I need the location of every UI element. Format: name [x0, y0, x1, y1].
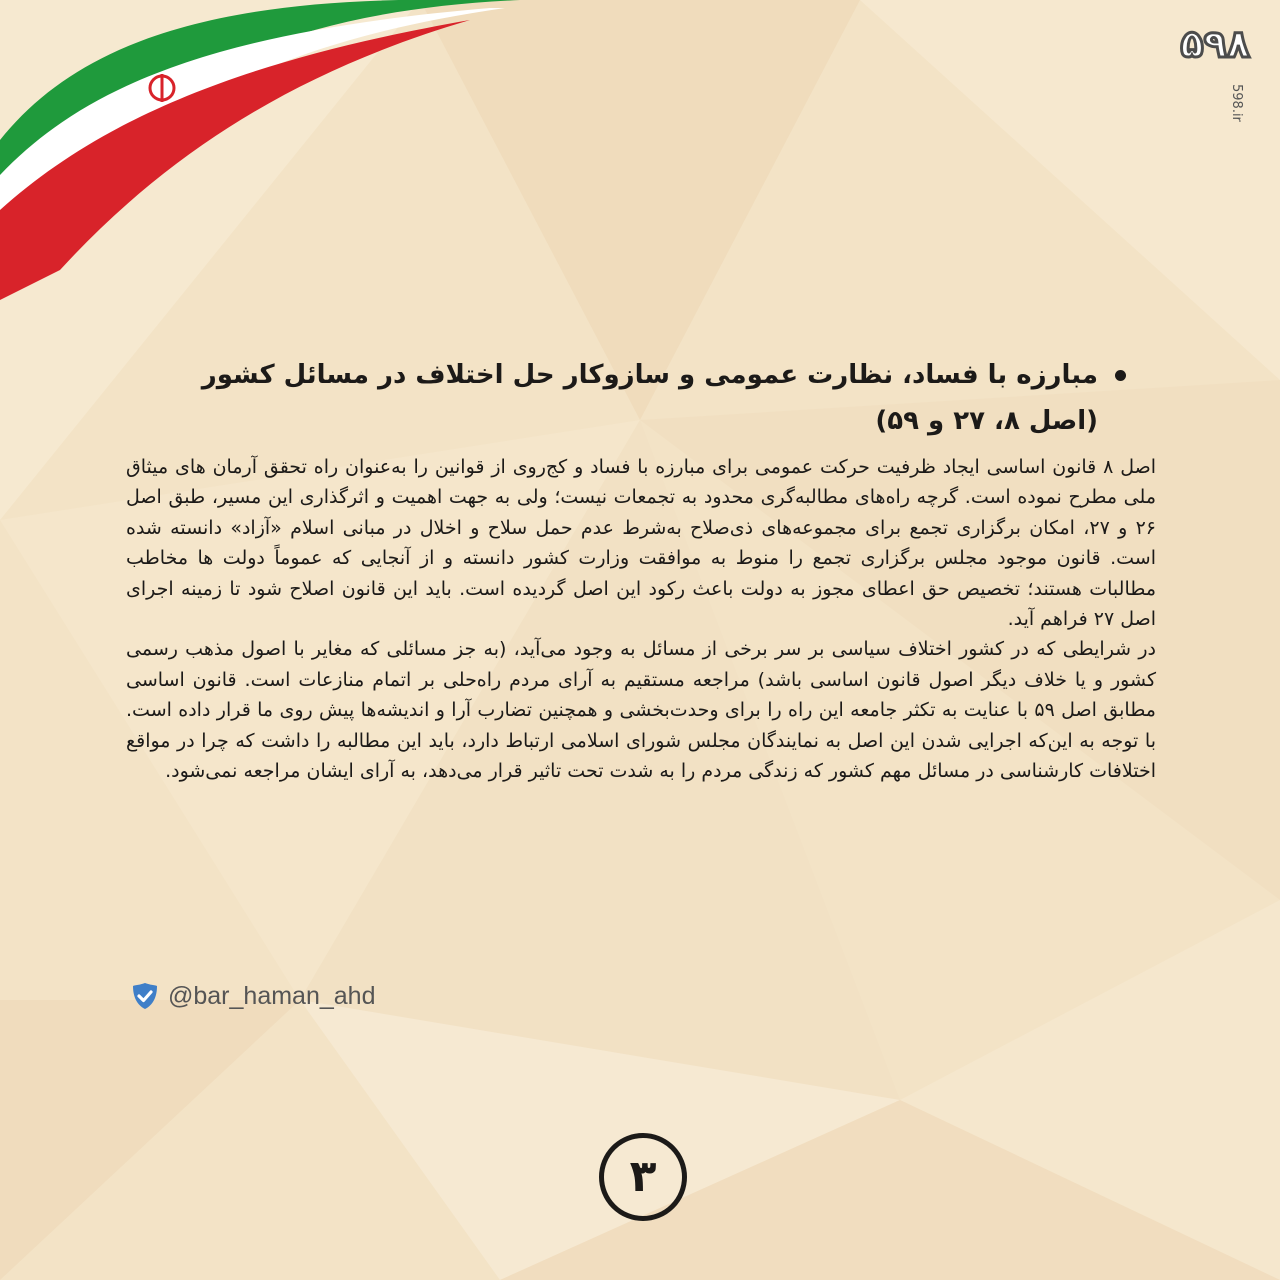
- section-heading: [126, 352, 1156, 444]
- article-content: [126, 352, 1156, 786]
- social-handle: [130, 978, 375, 1014]
- logo-mark: ۵۹۸: [1180, 22, 1250, 66]
- paragraph-1: اصل ۸ قانون اساسی ایجاد ظرفیت حرکت عمومی برای مبارزه با فساد و کج‌روی از قوانین را به‌عنوان راه تحقق آرمان های میثاق ملی مطرح نموده است. گرچه راه‌های مطالبه‌گری محدود به تجمعات نیست؛ ولی به جهت اهمیت و اثرگذاری این مسیر، طبق اصل ۲۶ و ۲۷، امکان برگزاری تجمع برای مجموعه‌های ذی‌صلاح به‌شرط عدم حمل سلاح و اخلال در مبانی اسلام «آزاد» دانسته شده است. قانون موجود مجلس برگزاری تجمع را منوط به موافقت وزارت کشور دانسته و از آنجایی که عموماً دولت ها مخاطب مطالبات هستند؛ تخصیص حق اعطای مجوز به دولت باعث رکود این اصل گردیده است. باید این قانون اصلاح شود تا زمینه اجرای اصل ۲۷ فراهم آید.: [126, 456, 1157, 631]
- section-heading-text: مبارزه با فساد، نظارت عمومی و سازوکار حل اختلاف در مسائل کشور (اصل ۸، ۲۷ و ۵۹): [201, 360, 1098, 436]
- flag-ribbon-icon: [0, 0, 520, 300]
- verified-shield-icon: [130, 981, 160, 1011]
- paragraph-2: در شرایطی که در کشور اختلاف سیاسی بر سر برخی از مسائل به وجود می‌آید، (به جز مسائلی که مغایر با اصول مذهب رسمی کشور و یا خلاف دیگر اصول قانون اساسی باشد) مراجعه مستقیم به آرای مردم راه‌حلی بر اتمام منازعات است. قانون اساسی مطابق اصل ۵۹ با عنایت به تکثر جامعه این راه را برای وحدت‌بخشی و همچنین تضارب آرا و اندیشه‌ها پیش روی ما قرار داده است. با توجه به این‌که اجرایی شدن این اصل به نمایندگان مجلس شورای اسلامی ارتباط دارد، باید این مطالبه را داشت که چرا در مواقع اختلافات کارشناسی در مسائل مهم کشور که زندگی مردم را به شدت تحت تاثیر قرار می‌دهد، به آرای ایشان مراجعه نمی‌شود.: [126, 638, 1156, 783]
- logo-url: 598.ir: [1229, 84, 1244, 122]
- handle-text: @bar_haman_ahd: [168, 981, 376, 1010]
- site-logo: [1150, 22, 1250, 132]
- page-number: ۳: [599, 1133, 687, 1221]
- bullet-icon: [1115, 370, 1126, 381]
